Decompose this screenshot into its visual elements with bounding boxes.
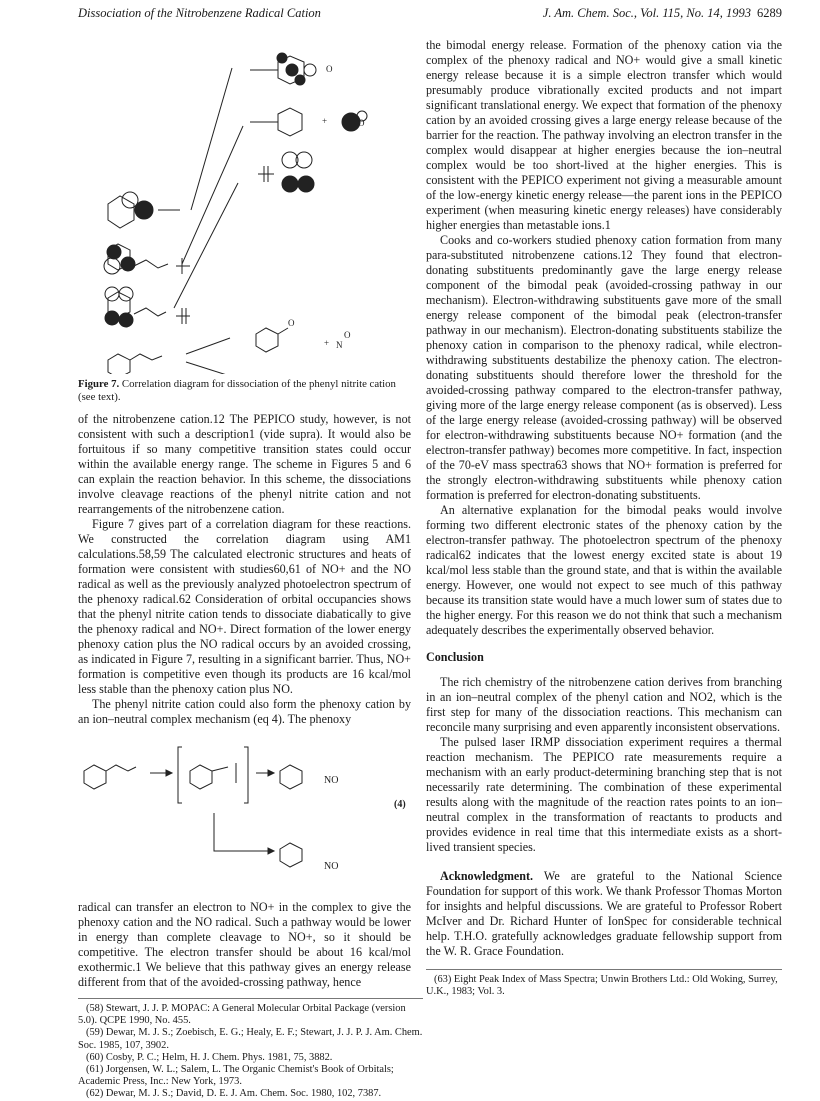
top-product-plus: O xyxy=(326,64,333,74)
caption-label: Figure 7. xyxy=(78,378,120,390)
acknowledgment-label: Acknowledgment. xyxy=(440,869,534,883)
level2-plus: + xyxy=(322,116,328,126)
right-paragraph-3: An alternative explanation for the bimodal peaks would involve forming two different electronic states of the phenoxy cation by the electron-transfer pathway. The photoelectron spectrum of the phenoxy radical62 indicates that the lowest energy excited state is about 19 kcal/mol less stable than the ground state, and that is within the available energy. However, one would not expect to see much of this pathway because its transition state would have a much lower sum of states due to the higher energy. For this reason we do not think that such a mechanism adequately describes the experimentally observed behavior. xyxy=(426,503,782,637)
conclusion-paragraph-2: The pulsed laser IRMP dissociation experiment requires a thermal reaction mechanism. The PEPICO rate measurements require a mechanism with an early product-determining branching step that is not necessarily rate determining. The combination of these experimental results along with the magnitude of the reaction rates points to an ion–neutral complex in the transformation of reactants to products and provides evidence in real time that this intermediate exists as a short-lived transient species. xyxy=(426,735,782,854)
level2-o: O xyxy=(358,118,365,128)
running-header xyxy=(78,6,782,26)
left-paragraph-4: radical can transfer an electron to NO+ in the complex to give the phenoxy cation and the NO radical. Such a pathway would be lower in energy than complete cleavage to NO+, so it should be competitive. The electron transfer should be about 16 kcal/mol exothermic.1 We believe that this pathway gives an energy release different from that of the avoided-crossing pathway, hence xyxy=(78,900,411,989)
reference-58: (58) Stewart, J. J. P. MOPAC: A General Molecular Orbital Package (version 5.0). QCPE 1990, No. 455. xyxy=(78,1003,406,1027)
product-o-plus: O xyxy=(344,330,351,340)
conclusion-heading: Conclusion xyxy=(426,650,484,664)
figure-caption xyxy=(78,378,411,404)
right-column xyxy=(426,38,782,998)
references-right xyxy=(426,969,782,998)
reference-62: (62) Dewar, M. J. S.; David, D. E. J. Am. Chem. Soc. 1980, 102, 7387. xyxy=(86,1088,382,1100)
equation-4-scheme xyxy=(78,737,411,892)
reference-59: (59) Dewar, M. J. S.; Zoebisch, E. G.; Healy, E. F.; Stewart, J. J. P. J. Am. Chem. Soc. 1985, 107, 3902. xyxy=(78,1027,423,1051)
page-number: 6289 xyxy=(757,6,782,20)
eq-label: (4) xyxy=(394,799,406,810)
header-journal-page xyxy=(543,6,782,21)
correlation-diagram xyxy=(78,38,411,374)
product-n: N xyxy=(336,340,343,350)
header-title: Dissociation of the Nitrobenzene Radical Cation xyxy=(78,6,321,20)
figure-7 xyxy=(78,38,411,374)
conclusion-paragraph-1: The rich chemistry of the nitrobenzene cation derives from branching in an ion–neutral complex of the phenyl cation and NO2, which is the first step for many of the dissociation reactions. This mechanism can reconcile many surprising and even apparently inconsistent observations. xyxy=(426,675,782,734)
left-paragraph-1: of the nitrobenzene cation.12 The PEPICO study, however, is not consistent with such a description1 (vide supra). It would also be fortuitous if so many competitive transition states could occur within the available energy range. The scheme in Figures 5 and 6 can explain the reaction behavior. In this scheme, the dissociations involve cleavage reactions of the phenyl nitrite cation and not rearrangements of the nitrobenzene cation. xyxy=(78,412,411,516)
equation-4-diagram xyxy=(78,737,411,892)
header-journal: J. Am. Chem. Soc., Vol. 115, No. 14, 1993 xyxy=(542,6,751,20)
reference-60: (60) Cosby, P. C.; Helm, H. J. Chem. Phys. 1981, 75, 3882. xyxy=(86,1051,333,1063)
right-paragraph-2: Cooks and co-workers studied phenoxy cation formation from many para-substituted nitrobenzene cations.12 They found that electron-donating substituents predominantly gave the large energy release component of the bimodal peak (avoided-crossing pathway in our mechanism). Electron-withdrawing substituents gave more of the small energy release component of the bimodal peak (electron-transfer pathway in our mechanism). Electron-donating substituents stabilize the phenoxy cation in comparison to the phenoxy radical, while electron-withdrawing substituents destabilize the phenoxy cation. The electron-donating substituents should therefore lower the threshold for the avoided-crossing pathway compared to the electron-transfer pathway, giving more of the large energy release component (as is observed). Less of the large energy release (avoided-crossing pathway) will be observed for electron-withdrawing substituents because NO+ formation (and the electron-transfer pathway) becomes more competitive. In fact, inspection of the 70-eV mass spectra63 shows that NO+ formation is preferred for the strongly electron-withdrawing substituents while phenoxy cation formation is preferred for electron-donating substituents. xyxy=(426,233,782,502)
reference-61: (61) Jorgensen, W. L.; Salem, L. The Organic Chemist's Book of Orbitals; Academic Press, Inc.: New York, 1973. xyxy=(78,1064,394,1088)
reference-63: (63) Eight Peak Index of Mass Spectra; Unwin Brothers Ltd.: Old Woking, Surrey, U.K., 1983; Vol. 3. xyxy=(426,974,778,998)
left-paragraph-2: Figure 7 gives part of a correlation diagram for these reactions. We constructed the correlation diagram using AM1 calculations.58,59 The calculated electronic structures and heats of formation were consistent with studies60,61 of NO+ and the NO radical as well as the previously analyzed photoelectron spectrum of the phenoxy radical.62 Consideration of orbital occupancies shows that the phenyl nitrite cation tends to dissociate diabatically to give the phenoxy radical and NO+. Direct formation of the lower energy phenoxy cation plus the NO radical occurs by an avoided crossing, as indicated in Figure 7, resulting in a significant barrier. Thus, NO+ formation is competitive even though its products are 16 kcal/mol less stable than the phenoxy cation plus NO. xyxy=(78,517,411,696)
right-paragraph-1: the bimodal energy release. Formation of the phenoxy cation via the complex of the phenoxy radical and NO+ would give a small kinetic energy release because it is a simple electron transfer which would presumably produce vibrationally excited products and not impart significant translational energy. We expect that formation of the phenoxy cation by an avoided crossing gives a large energy release because of the barrier for the reaction. The pathway involving an electron transfer in the complex would disappear at higher energies because the ion–neutral complex would be too short-lived at the higher energies. This is consistent with the PEPICO experiment not giving a measurable amount of the low-energy kinetic energy release—the parent ions in the PEPICO experiment (when measuring kinetic energy releases) have considerably higher energies than metastable ions.1 xyxy=(426,38,782,232)
acknowledgment xyxy=(426,869,782,959)
caption-text: Correlation diagram for dissociation of the phenyl nitrite cation (see text). xyxy=(78,378,396,403)
eq-bottom-product: NO xyxy=(324,861,339,872)
product-plus: + xyxy=(324,338,330,348)
eq-top-product: NO xyxy=(324,775,339,786)
product-o-dot: O xyxy=(288,318,295,328)
references-left xyxy=(78,998,423,1101)
acknowledgment-text: We are grateful to the National Science Foundation for support of this work. We thank Professor Thomas Morton for insights and helpful discussions. We are grateful to Professor Robert McIver and Dr. Richard Hunter of IonSpec for considerable technical help. T.H.O. gratefully acknowledges graduate fellowship support from the W. R. Grace Foundation. xyxy=(426,869,782,958)
left-paragraph-3: The phenyl nitrite cation could also form the phenoxy cation by an ion–neutral complex mechanism (eq 4). The phenoxy xyxy=(78,697,411,726)
left-column xyxy=(78,38,423,1101)
